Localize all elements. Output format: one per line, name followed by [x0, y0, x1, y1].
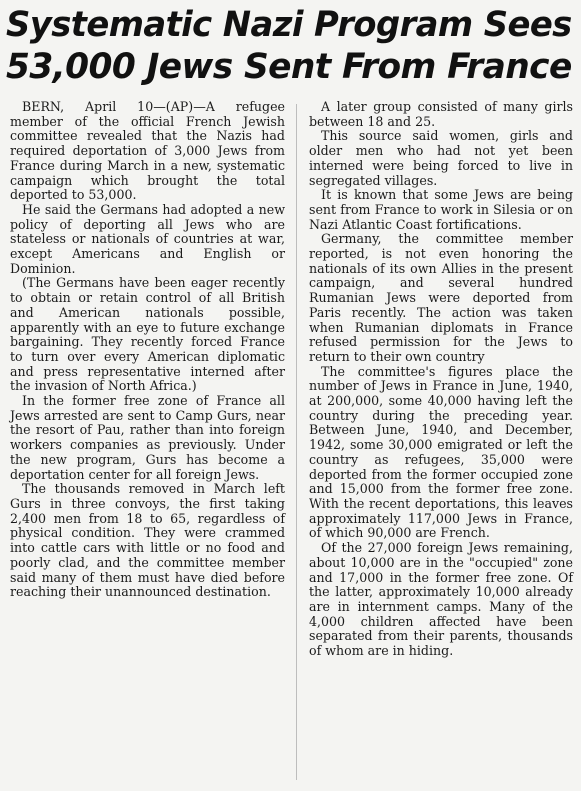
paragraph: This source said women, girls and older men who had not yet been interned were being forced to live in segregated villages.	[309, 128, 573, 188]
paragraph: It is known that some Jews are being sent from France to work in Silesia or on Nazi Atlantic Coast fortifications.	[309, 187, 573, 232]
column-divider	[296, 104, 297, 780]
headline	[6, 4, 578, 88]
headline-line-2: 53,000 Jews Sent From France	[6, 47, 572, 87]
paragraph: A later group consisted of many girls between 18 and 25.	[309, 99, 573, 129]
paragraph: (The Germans have been eager recently to obtain or retain control of all British and American nationals possible, apparently with an eye to future exchange bargaining. They recently forced France to turn over every American diplomatic and press representative interned after the invasion of North Africa.)	[10, 275, 285, 394]
paragraph: He said the Germans had adopted a new policy of deporting all Jews who are stateless or nationals of countries at war, except Americans and English or Dominion.	[10, 201, 285, 276]
paragraph-dateline: BERN, April 10—(AP)—A refugee member of the official French Jewish committee revealed that the Nazis had required deportation of 3,000 Jews from France during March in a new, systematic campaign which brought the total deported to 53,000.	[10, 99, 285, 203]
paragraph: The committee's figures place the number of Jews in France in June, 1940, at 200,000, some 40,000 having left the country during the preceding year. Between June, 1940, and December, 1942, some 30,000 emigrated or left the country as refugees, 35,000 were deported from the former occupied zone and 15,000 from the former free zone. With the recent deportations, this leaves approximately 117,000 Jews in France, of which 90,000 are French.	[309, 363, 573, 541]
article-column-right	[309, 100, 573, 659]
paragraph: Of the 27,000 foreign Jews remaining, about 10,000 are in the "occupied" zone and 17,000 in the former free zone. Of the latter, approximately 10,000 already are in internment camps. Many of the 4,000 children affected have been separated from their parents, thousands of whom are in hiding.	[309, 540, 573, 659]
paragraph: Germany, the committee member reported, is not even honoring the nationals of its own Allies in the present campaign, and several hundred Rumanian Jews were deported from Paris recently. The action was taken when Rumanian diplomats in France refused permission for the Jews to return to their own country	[309, 231, 573, 364]
article-column-left	[10, 100, 285, 600]
paragraph: In the former free zone of France all Jews arrested are sent to Camp Gurs, near the resort of Pau, rather than into foreign workers companies as previously. Under the new program, Gurs has become a deportation center for all foreign Jews.	[10, 393, 285, 482]
paragraph: The thousands removed in March left Gurs in three convoys, the first taking 2,400 men from 18 to 65, regardless of physical condition. They were crammed into cattle cars with little or no food and poorly clad, and the committee member said many of them must have died before reaching their unannounced destination.	[10, 481, 285, 600]
headline-line-1: Systematic Nazi Program Sees	[6, 5, 572, 45]
